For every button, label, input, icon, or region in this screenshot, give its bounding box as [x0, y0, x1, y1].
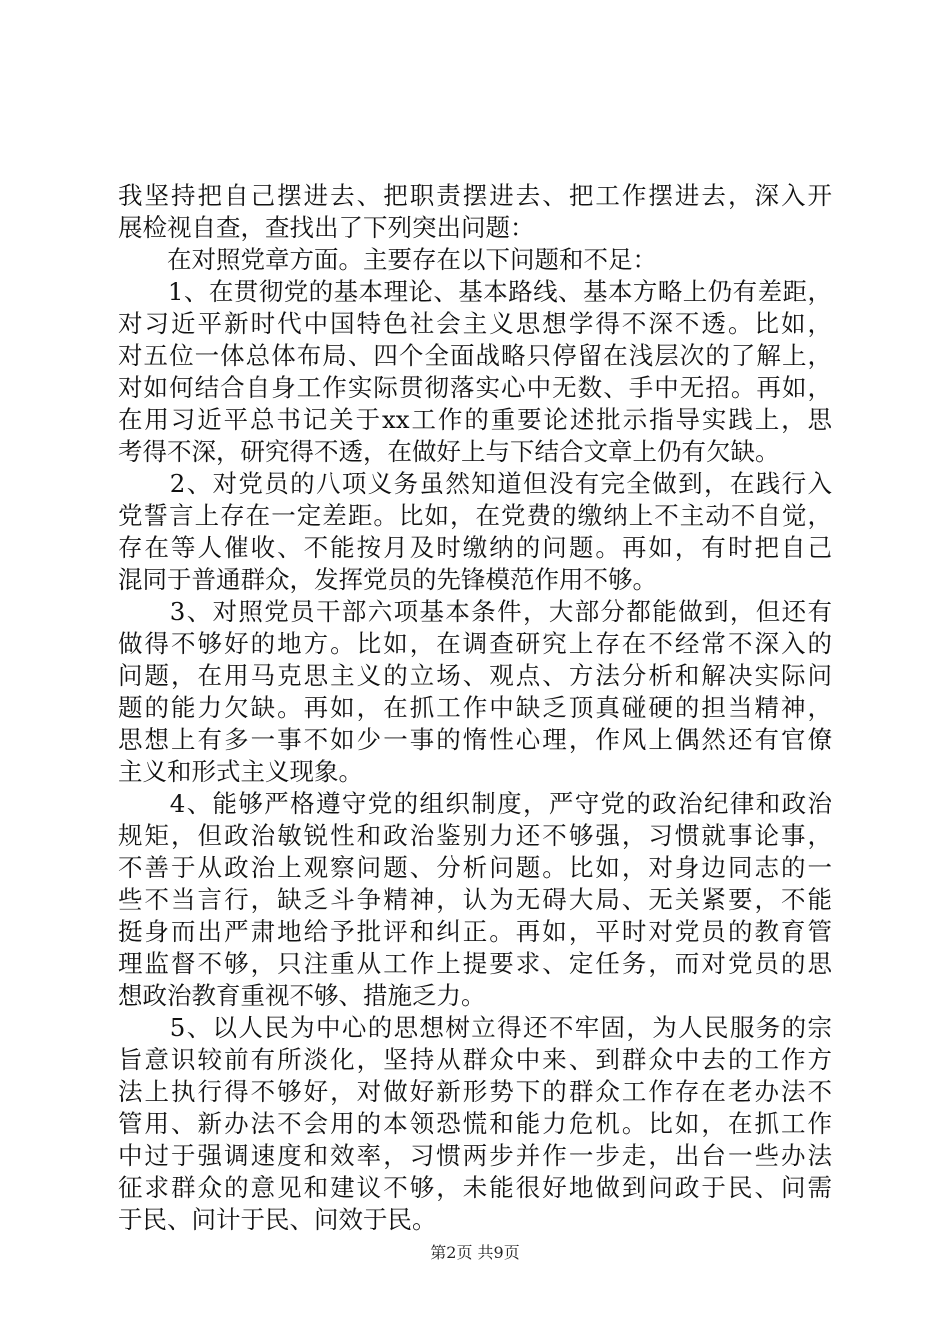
text-line: 2、对党员的八项义务虽然知道但没有完全做到，在践行入: [118, 469, 832, 498]
text-line: 中过于强调速度和效率，习惯两步并作一步走，出台一些办法: [118, 1141, 832, 1170]
text-line: 4、能够严格遵守党的组织制度，严守党的政治纪律和政治: [118, 789, 832, 818]
text-line: 1、在贯彻党的基本理论、基本路线、基本方略上仍有差距，: [118, 277, 832, 306]
text-line: 在用习近平总书记关于xx工作的重要论述批示指导实践上，思: [118, 405, 832, 434]
text-line: 对如何结合自身工作实际贯彻落实心中无数、手中无招。再如，: [118, 373, 832, 402]
text-line: 对五位一体总体布局、四个全面战略只停留在浅层次的了解上，: [118, 341, 832, 370]
text-line: 旨意识较前有所淡化，坚持从群众中来、到群众中去的工作方: [118, 1045, 832, 1074]
text-line: 征求群众的意见和建议不够，未能很好地做到问政于民、问需: [118, 1173, 832, 1202]
page-number-footer: 第2页 共9页: [430, 1243, 520, 1262]
text-line: 考得不深，研究得不透，在做好上与下结合文章上仍有欠缺。: [118, 437, 780, 466]
text-line: 题的能力欠缺。再如，在抓工作中缺乏顶真碰硬的担当精神，: [118, 693, 832, 722]
text-line: 想政治教育重视不够、措施乏力。: [118, 981, 486, 1010]
text-line: 管用、新办法不会用的本领恐慌和能力危机。比如，在抓工作: [118, 1109, 832, 1138]
text-line: 5、以人民为中心的思想树立得还不牢固，为人民服务的宗: [118, 1013, 832, 1042]
text-line: 些不当言行，缺乏斗争精神，认为无碍大局、无关紧要，不能: [118, 885, 832, 914]
text-line: 党誓言上存在一定差距。比如，在党费的缴纳上不主动不自觉，: [118, 501, 832, 530]
text-line: 于民、问计于民、问效于民。: [118, 1205, 437, 1234]
text-line: 对习近平新时代中国特色社会主义思想学得不深不透。比如，: [118, 309, 832, 338]
text-line: 我坚持把自己摆进去、把职责摆进去、把工作摆进去，深入开: [118, 181, 832, 210]
text-line: 规矩，但政治敏锐性和政治鉴别力还不够强，习惯就事论事，: [118, 821, 832, 850]
text-line: 主义和形式主义现象。: [118, 757, 363, 786]
text-line: 展检视自查，查找出了下列突出问题：: [118, 213, 535, 242]
text-line: 混同于普通群众，发挥党员的先锋模范作用不够。: [118, 565, 657, 594]
text-line: 存在等人催收、不能按月及时缴纳的问题。再如，有时把自己: [118, 533, 832, 562]
text-line: 做得不够好的地方。比如，在调查研究上存在不经常不深入的: [118, 629, 832, 658]
text-line: 理监督不够，只注重从工作上提要求、定任务，而对党员的思: [118, 949, 832, 978]
text-line: 不善于从政治上观察问题、分析问题。比如，对身边同志的一: [118, 853, 832, 882]
text-line: 挺身而出严肃地给予批评和纠正。再如，平时对党员的教育管: [118, 917, 832, 946]
text-line: 法上执行得不够好，对做好新形势下的群众工作存在老办法不: [118, 1077, 832, 1106]
text-line: 问题，在用马克思主义的立场、观点、方法分析和解决实际问: [118, 661, 832, 690]
text-line: 思想上有多一事不如少一事的惰性心理，作风上偶然还有官僚: [118, 725, 832, 754]
text-line: 在对照党章方面。主要存在以下问题和不足：: [118, 245, 657, 274]
text-line: 3、对照党员干部六项基本条件，大部分都能做到，但还有: [118, 597, 832, 626]
